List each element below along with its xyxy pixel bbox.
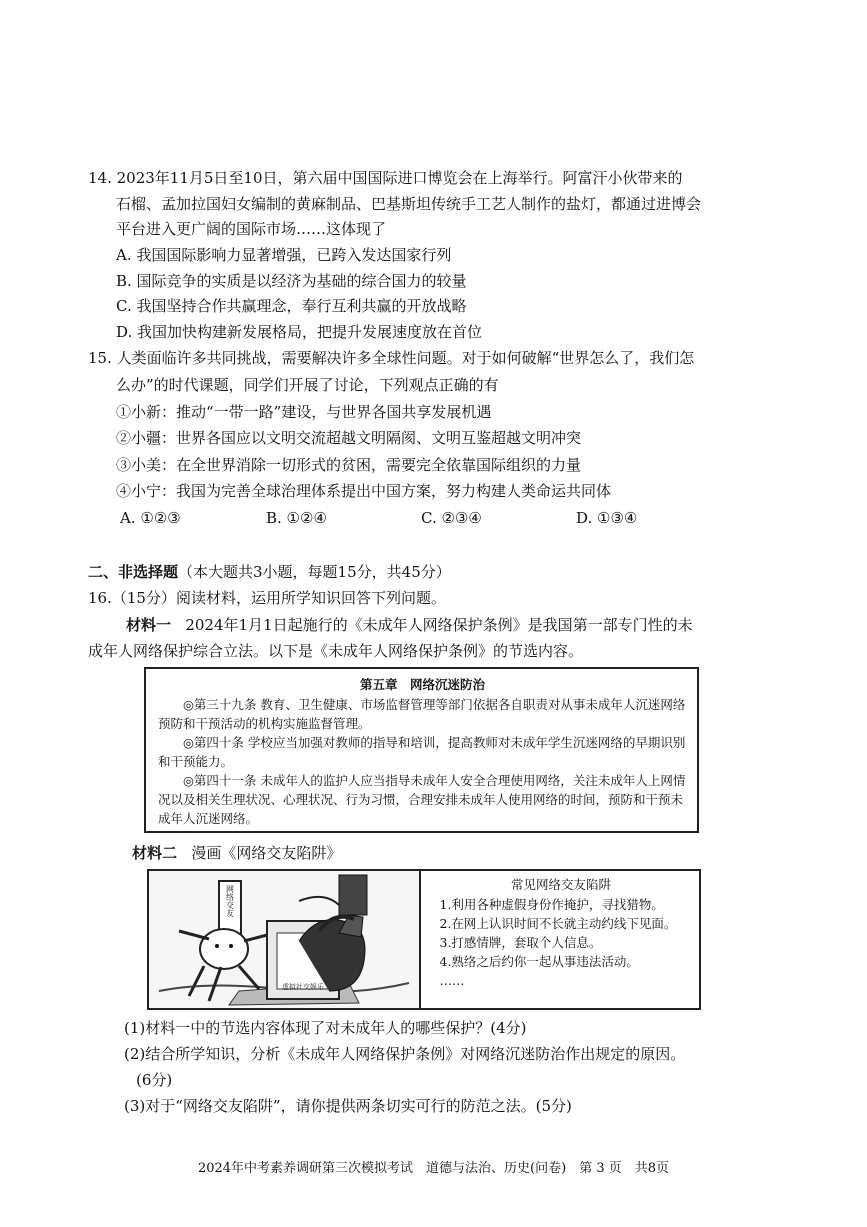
q14-option-a: A. 我国国际影响力显著增强，已跨入发达国家行列 (116, 246, 452, 264)
material1-text-line2: 成年人网络保护综合立法。以下是《未成年人网络保护条例》的节选内容。 (88, 642, 584, 660)
q16-sub2-line1: (2)结合所学知识，分析《未成年人网络保护条例》对网络沉迷防治作出规定的原因。 (124, 1045, 686, 1063)
q14-option-c: C. 我国坚持合作共赢理念，奉行互利共赢的开放战略 (116, 297, 467, 315)
common-traps-list (427, 875, 695, 990)
traps-title: 常见网络交友陷阱 (510, 877, 611, 892)
q15-statement-3: ③小美：在全世界消除一切形式的贫困，需要完全依靠国际组织的力量 (116, 456, 582, 474)
page-footer: 2024年中考素养调研第三次模拟考试 道德与法治、历史(问卷) 第 3 页 共8页 (197, 1161, 670, 1176)
q14-stem-line2: 石榴、孟加拉国妇女编制的黄麻制品、巴基斯坦传统手工艺人制作的盐灯，都通过进博会 (116, 195, 702, 213)
comic-illustration (149, 871, 421, 1008)
q14-stem-line1: 14. 2023年11月5日至10日，第六届中国国际进口博览会在上海举行。阿富汗小伙带来的 (88, 169, 683, 187)
excerpt-article-41: ◎第四十一条 未成年人的监护人应当指导未成年人安全合理使用网络，关注未成年人上网情况以及相关生理状况、心理状况、行为习惯，合理安排未成年人使用网络的时间，预防和干预未成年人沉迷网络。 (158, 773, 686, 826)
trap-item-4: 4.熟络之后约你一起从事违法活动。 (439, 954, 639, 969)
q14-option-d: D. 我国加快构建新发展格局，把提升发展速度放在首位 (116, 323, 483, 341)
q15-statement-2: ②小疆：世界各国应以文明交流超越文明隔阂、文明互鉴超越文明冲突 (116, 429, 582, 447)
excerpt-article-40: ◎第四十条 学校应当加强对教师的指导和培训，提高教师对未成年学生沉迷网络的早期识别和干预能力。 (158, 735, 686, 769)
section-note: （本大题共3小题，每题15分，共45分） (178, 563, 451, 581)
q15-stem-line2: 么办”的时代课题，同学们开展了讨论，下列观点正确的有 (116, 376, 499, 394)
trap-item-3: 3.打感情牌，套取个人信息。 (439, 935, 602, 950)
regulation-excerpt-box (144, 667, 699, 833)
material1-line1 (126, 615, 693, 635)
comic-sign-label: 网络交友 (225, 885, 235, 917)
q16-sub3: (3)对于“网络交友陷阱”，请你提供两条切实可行的防范之法。(5分) (124, 1097, 572, 1115)
q16-sub1: (1)材料一中的节选内容体现了对未成年人的哪些保护？(4分) (124, 1019, 527, 1037)
excerpt-article-39: ◎第三十九条 教育、卫生健康、市场监督管理等部门依据各自职责对从事未成年人沉迷网络预防和干预活动的机构实施监督管理。 (158, 697, 686, 731)
comic-drawing (149, 871, 419, 1008)
q15-choice-a: A. ①②③ (120, 509, 181, 527)
q14-option-b: B. 国际竞争的实质是以经济为基础的综合国力的较量 (116, 272, 467, 290)
material2-label: 材料二 (132, 844, 178, 862)
trap-ellipsis: …… (439, 973, 465, 988)
material1-text-line1: 2024年1月1日起施行的《未成年人网络保护条例》是我国第一部专门性的未 (185, 616, 693, 634)
q15-stem-line1: 15. 人类面临许多共同挑战，需要解决许多全球性问题。对于如何破解“世界怎么了，我们怎 (88, 349, 695, 367)
excerpt-chapter-title: 第五章 网络沉迷防治 (359, 677, 485, 692)
q15-statement-1: ①小新：推动“一带一路”建设，与世界各国共享发展机遇 (116, 403, 492, 421)
q15-statement-4: ④小宁：我国为完善全球治理体系提出中国方案，努力构建人类命运共同体 (116, 482, 612, 500)
material2-heading (132, 843, 341, 863)
q16-intro: 16.（15分）阅读材料，运用所学知识回答下列问题。 (88, 589, 446, 607)
material1-label: 材料一 (126, 616, 172, 634)
q16-sub2-line2: (6分) (136, 1071, 173, 1089)
section-heading (88, 562, 451, 582)
trap-item-2: 2.在网上认识时间不长就主动约线下见面。 (439, 916, 677, 931)
comic-book-label: 虚拟社交娱乐 (282, 983, 324, 991)
material2-title: 漫画《网络交友陷阱》 (191, 844, 342, 862)
q14-stem-line3: 平台进入更广阔的国际市场……这体现了 (116, 220, 387, 238)
material2-box (147, 869, 701, 1010)
trap-item-1: 1.利用各种虚假身份作掩护，寻找猎物。 (439, 897, 664, 912)
q15-choice-d: D. ①③④ (576, 509, 638, 527)
q15-choice-b: B. ①②④ (266, 509, 327, 527)
section-title: 二、非选择题 (88, 563, 179, 581)
q15-choice-c: C. ②③④ (421, 509, 482, 527)
